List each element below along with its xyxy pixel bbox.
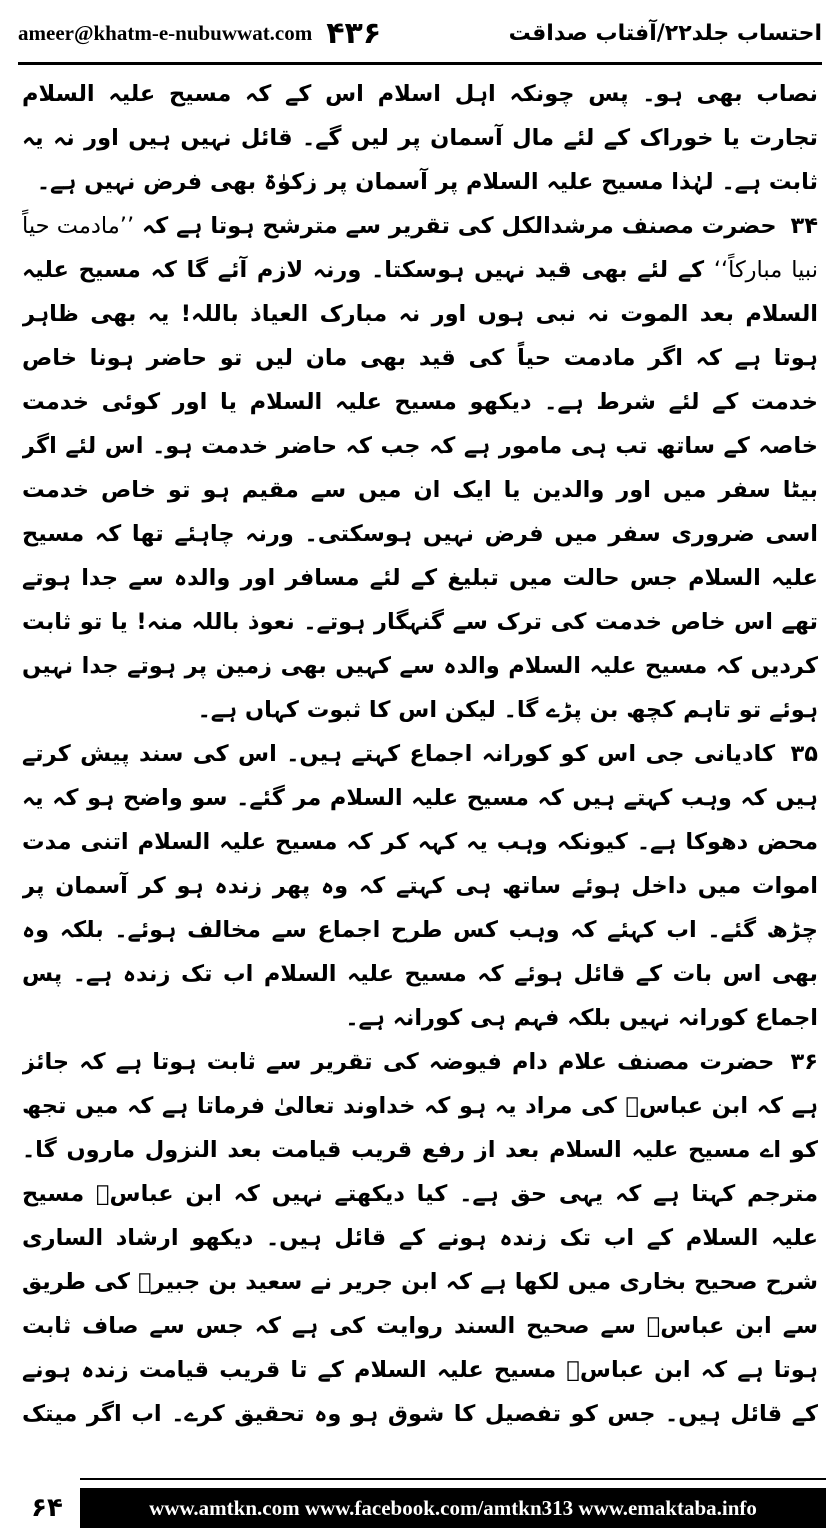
footer-page-number: ۶۴ [31,1493,63,1523]
header-rule [18,62,822,65]
paragraph-number: ۳۴ [790,213,818,239]
header-left [18,16,381,51]
page-header [18,8,822,58]
footer-links: www.amtkn.com www.facebook.com/amtkn313 www.emaktaba.info [149,1495,757,1520]
book-title: احتساب جلد۲۲/آفتاب صداقت [508,20,822,46]
paragraph-text-continued: کے لئے بھی قید نہیں ہوسکتا۔ ورنہ لازم آئے گا کہ مسیح علیہ السلام بعد الموت نہ نبی ہوں اور نہ مبارک العیاذ باللہ! یہ بھی ظاہر ہوتا ہے کہ اگر مادمت حیاً کی قید بھی مان لیں تو حاضر ہونا خاص خدمت کے لئے شرط ہے۔ دیکھو مسیح علیہ السلام یا اور کوئی خدمت خاصہ کے ساتھ تب ہی مامور ہے کہ جب کہ حاضر خدمت ہو۔ اس لئے اگر بیٹا سفر میں اور والدین یا ایک ان میں سے مقیم ہو تو خاص خدمت اسی ضروری سفر میں فرض نہیں ہوسکتی۔ ورنہ چاہئے تھا کہ مسیح علیہ السلام جس حالت میں تبلیغ کے لئے مسافر اور والدہ سے جدا ہوتے تھے اس خاص خدمت کی ترک سے گنہگار ہوتے۔ نعوذ باللہ منہ! یا تو ثابت کردیں کہ مسیح علیہ السلام والدہ سے کہیں بھی زمین پر ہوتے جدا نہیں ہوئے تو تاہم کچھ بن پڑے گا۔ لیکن اس کا ثبوت کہاں ہے۔ [22,257,818,723]
paragraph-continuation [22,72,818,204]
paragraph-text: حضرت مصنف مرشدالکل کی تقریر سے مترشح ہوتا ہے کہ [141,213,777,239]
paragraph-text: نصاب بھی ہو۔ پس چونکہ اہل اسلام اس کے کہ مسیح علیہ السلام تجارت یا خوراک کے لئے مال آسمان پر لیں گے۔ قائل نہیں ہیں اور نہ یہ ثابت ہے۔ لہٰذا مسیح علیہ السلام پر آسمان پر زکوٰۃ بھی فرض نہیں ہے۔ [22,81,818,195]
paragraph-number: ۳۶ [790,1049,818,1075]
footer-rule [80,1478,826,1480]
paragraph-text: کادیانی جی اس کو کورانہ اجماع کہتے ہیں۔ اس کی سند پیش کرتے ہیں کہ وہب کہتے ہیں کہ مسیح علیہ السلام مر گئے۔ سو واضح ہو کہ یہ محض دھوکا ہے۔ کیونکہ وہب یہ کہہ کر کہ مسیح علیہ السلام اتنی مدت اموات میں داخل ہوئے ساتھ ہی کہتے کہ وہ پھر زندہ ہو کر آسمان پر چڑھ گئے۔ اب کہئے کہ وہب کس طرح اجماع سے مخالف ہوئے۔ بلکہ وہ بھی اس بات کے قائل ہوئے کہ مسیح علیہ السلام اب تک زندہ ہے۔ پس اجماع کورانہ نہیں بلکہ فہم ہی کورانہ ہے۔ [22,741,818,1031]
paragraph-number: ۳۵ [790,741,818,767]
paragraph-text: حضرت مصنف علام دام فیوضہ کی تقریر سے ثابت ہوتا ہے کہ جائز ہے کہ ابن عباسؓ کی مراد یہ ہو کہ خداوند تعالیٰ فرماتا ہے کہ میں تجھ کو اے مسیح علیہ السلام بعد از رفع قریب قیامت بعد النزول ماروں گا۔ مترجم کہتا ہے کہ یہی حق ہے۔ کیا دیکھتے نہیں کہ ابن عباسؓ مسیح علیہ السلام کے اب تک زندہ ہونے کے قائل ہیں۔ دیکھو ارشاد الساری شرح صحیح بخاری میں لکھا ہے کہ ابن جریر نے سعید بن جبیرؓ کی طریق سے ابن عباسؓ سے صحیح السند روایت کی ہے کہ جس سے صاف ثابت ہوتا ہے کہ ابن عباسؓ مسیح علیہ السلام کے تا قریب قیامت زندہ ہونے کے قائل ہیں۔ جس کو تفصیل کا شوق ہو وہ تحقیق کرے۔ اب اگر میتک [22,1049,818,1427]
page-footer [14,1488,826,1528]
arabic-quote: ’’مادمت حیاً نبیا مبارکاً‘‘ [22,213,818,283]
header-email: ameer@khatm-e-nubuwwat.com [18,20,313,45]
footer-links-bar [80,1488,826,1528]
paragraph-34 [22,204,818,732]
paragraph-35 [22,732,818,1040]
paragraph-36 [22,1040,818,1440]
header-page-number: ۴۳۶ [326,15,382,51]
page-body [22,72,818,1440]
